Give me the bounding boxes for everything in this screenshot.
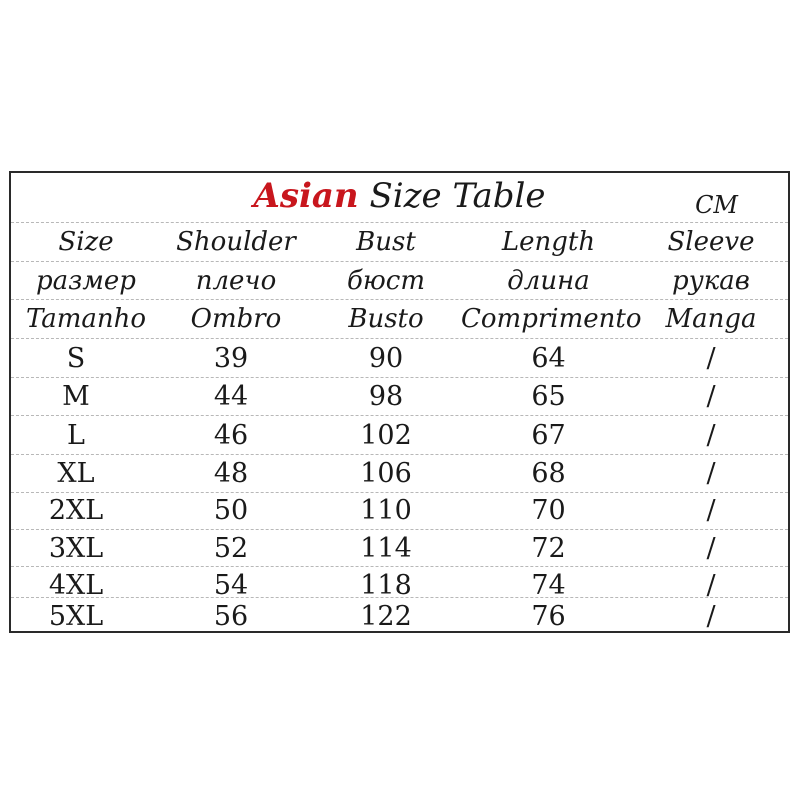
cell-sleeve: / [706, 495, 716, 526]
table-row [11, 598, 788, 636]
cell-size: 4XL [48, 570, 104, 601]
cell-sleeve: / [706, 458, 716, 489]
table-title [11, 176, 788, 216]
cell-length: 65 [531, 381, 566, 412]
cell-shoulder: 39 [213, 343, 249, 374]
cell-length: длина [507, 266, 590, 296]
cell-bust: 110 [360, 495, 412, 526]
cell-length: Length [501, 227, 596, 257]
cell-sleeve: / [706, 381, 716, 412]
header-row-russian [11, 262, 788, 300]
cell-size: Size [58, 227, 114, 257]
cell-size: M [62, 381, 90, 412]
cell-bust: Bust [356, 227, 416, 257]
cell-shoulder: 54 [213, 570, 249, 601]
cell-size: размер [36, 266, 136, 296]
title-text: Size Table [369, 176, 546, 216]
table-row [11, 530, 788, 568]
cell-size: Tamanho [25, 304, 147, 334]
table-row [11, 340, 788, 378]
header-row-english [11, 223, 788, 261]
cell-length: 67 [531, 420, 566, 451]
cell-sleeve: Sleeve [667, 227, 755, 257]
cell-shoulder: 52 [213, 533, 249, 564]
cell-bust: 122 [360, 601, 412, 632]
cell-sleeve: Manga [665, 304, 757, 334]
cell-sleeve: рукав [672, 266, 750, 296]
cell-bust: 118 [360, 570, 412, 601]
table-row [11, 417, 788, 455]
cell-sleeve: / [706, 533, 716, 564]
cell-bust: 114 [360, 533, 412, 564]
header-row-portuguese [11, 300, 788, 338]
cell-shoulder: 50 [213, 495, 249, 526]
row-divider [11, 338, 788, 339]
cell-length: 76 [531, 601, 566, 632]
size-table [9, 171, 790, 633]
cell-bust: 102 [360, 420, 412, 451]
cell-shoulder: плечо [195, 266, 277, 296]
table-row [11, 455, 788, 493]
cell-sleeve: / [706, 570, 716, 601]
cell-size: 5XL [48, 601, 104, 632]
table-row [11, 492, 788, 530]
cell-bust: 98 [368, 381, 404, 412]
cell-length: 68 [531, 458, 566, 489]
cell-bust: бюст [347, 266, 425, 296]
cell-size: 2XL [48, 495, 104, 526]
cell-length: 70 [531, 495, 566, 526]
cell-shoulder: 56 [213, 601, 249, 632]
cell-size: L [67, 420, 85, 451]
cell-sleeve: / [706, 343, 716, 374]
cell-shoulder: 46 [213, 420, 249, 451]
cell-bust: Busto [348, 304, 424, 334]
cell-bust: 90 [368, 343, 404, 374]
cell-sleeve: / [706, 420, 716, 451]
cell-shoulder: Shoulder [176, 227, 296, 257]
cell-sleeve: / [706, 601, 716, 632]
cell-size: XL [57, 458, 95, 489]
cell-length: Comprimento [461, 304, 642, 334]
title-accent: Asian [253, 176, 359, 216]
cell-size: 3XL [48, 533, 104, 564]
cell-bust: 106 [360, 458, 412, 489]
cell-length: 64 [531, 343, 566, 374]
cell-shoulder: Ombro [190, 304, 282, 334]
cell-length: 72 [531, 533, 566, 564]
cell-size: S [66, 343, 86, 374]
cell-length: 74 [531, 570, 566, 601]
table-row [11, 378, 788, 416]
title-row [11, 173, 788, 221]
cell-shoulder: 48 [213, 458, 249, 489]
unit-label: CM [695, 191, 738, 219]
cell-shoulder: 44 [213, 381, 249, 412]
